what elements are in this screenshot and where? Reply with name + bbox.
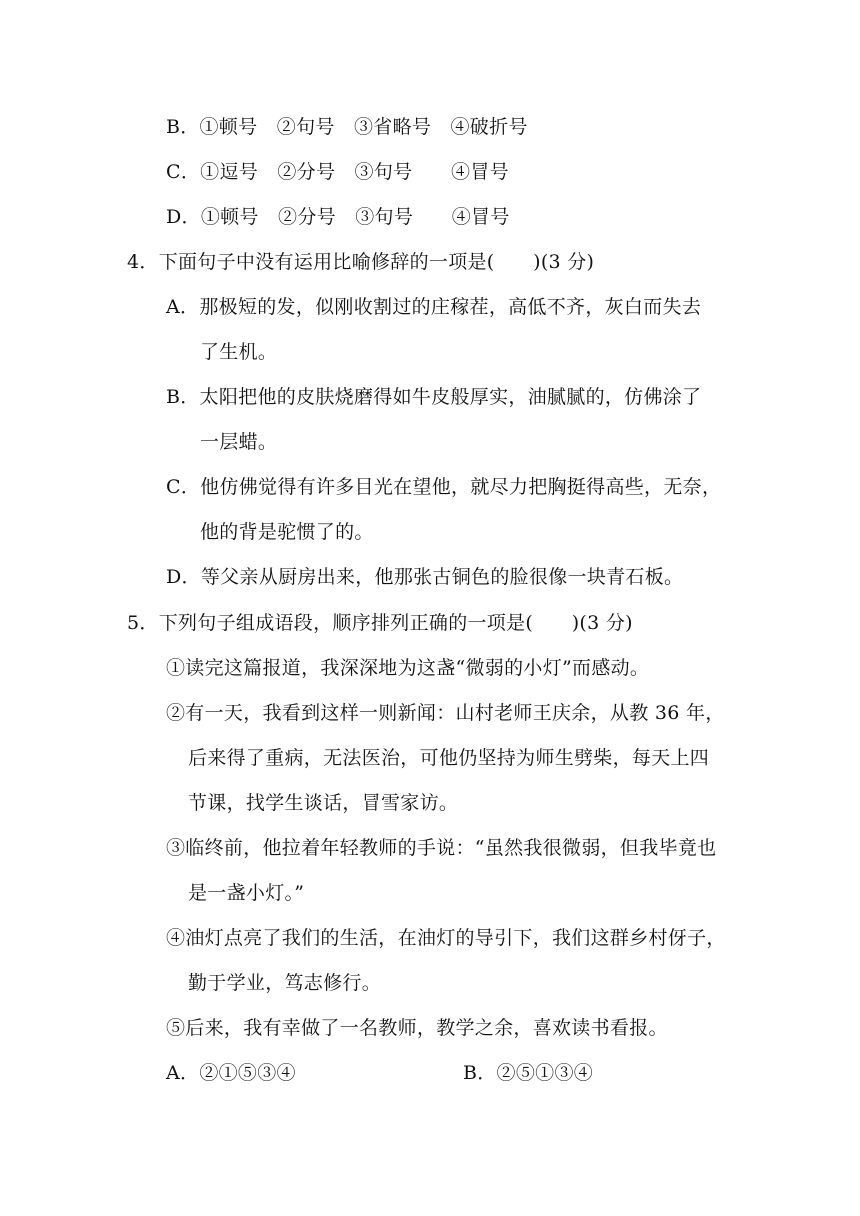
q4-option-b-line2: 一层蜡。 [200,431,278,453]
q5-sentence-4-line1: ④油灯点亮了我们的生活，在油灯的导引下，我们这群乡村伢子， [166,927,726,949]
q5-sentence-2-line1: ②有一天，我看到这样一则新闻：山村老师王庆余，从教 36 年， [166,702,725,724]
q5-option-b: B．②⑤①③④ [463,1062,594,1084]
q3-option-c: C．①逗号 ②分号 ③句号 ④冒号 [166,161,509,183]
q5-sentence-3-line1: ③临终前，他拉着年轻教师的手说：“虽然我很微弱，但我毕竟也 [166,837,717,859]
q5-sentence-1: ①读完这篇报道，我深深地为这盏“微弱的小灯”而感动。 [166,657,650,679]
q5-sentence-2-line3: 节课，找学生谈话，冒雪家访。 [188,792,459,814]
q4-option-d: D．等父亲从厨房出来，他那张古铜色的脸很像一块青石板。 [166,566,684,588]
q5-sentence-4-line2: 勤于学业，笃志修行。 [188,972,382,994]
q5-option-a: A．②①⑤③④ [166,1062,296,1084]
q4-option-b-line1: B．太阳把他的皮肤烧磨得如牛皮般厚实，油腻腻的，仿佛涂了 [166,386,702,408]
q5-sentence-3-line2: 是一盏小灯。” [188,882,305,904]
q3-option-b: B．①顿号 ②句号 ③省略号 ④破折号 [166,116,528,138]
q4-option-c-line2: 他的背是驼惯了的。 [200,521,374,543]
q5-sentence-2-line2: 后来得了重病，无法医治，可他仍坚持为师生劈柴，每天上四 [188,747,710,769]
q4-option-a-line1: A．那极短的发，似刚收割过的庄稼茬，高低不齐，灰白而失去 [166,296,702,318]
q4-option-a-line2: 了生机。 [200,341,278,363]
q3-option-d: D．①顿号 ②分号 ③句号 ④冒号 [166,206,510,228]
q5-stem: 5．下列句子组成语段，顺序排列正确的一项是( )(3 分) [127,612,633,634]
q5-sentence-5: ⑤后来，我有幸做了一名教师，教学之余，喜欢读书看报。 [166,1017,668,1039]
q4-option-c-line1: C．他仿佛觉得有许多目光在望他，就尽力把胸挺得高些，无奈， [166,476,722,498]
q4-stem: 4．下面句子中没有运用比喻修辞的一项是( )(3 分) [127,251,595,273]
